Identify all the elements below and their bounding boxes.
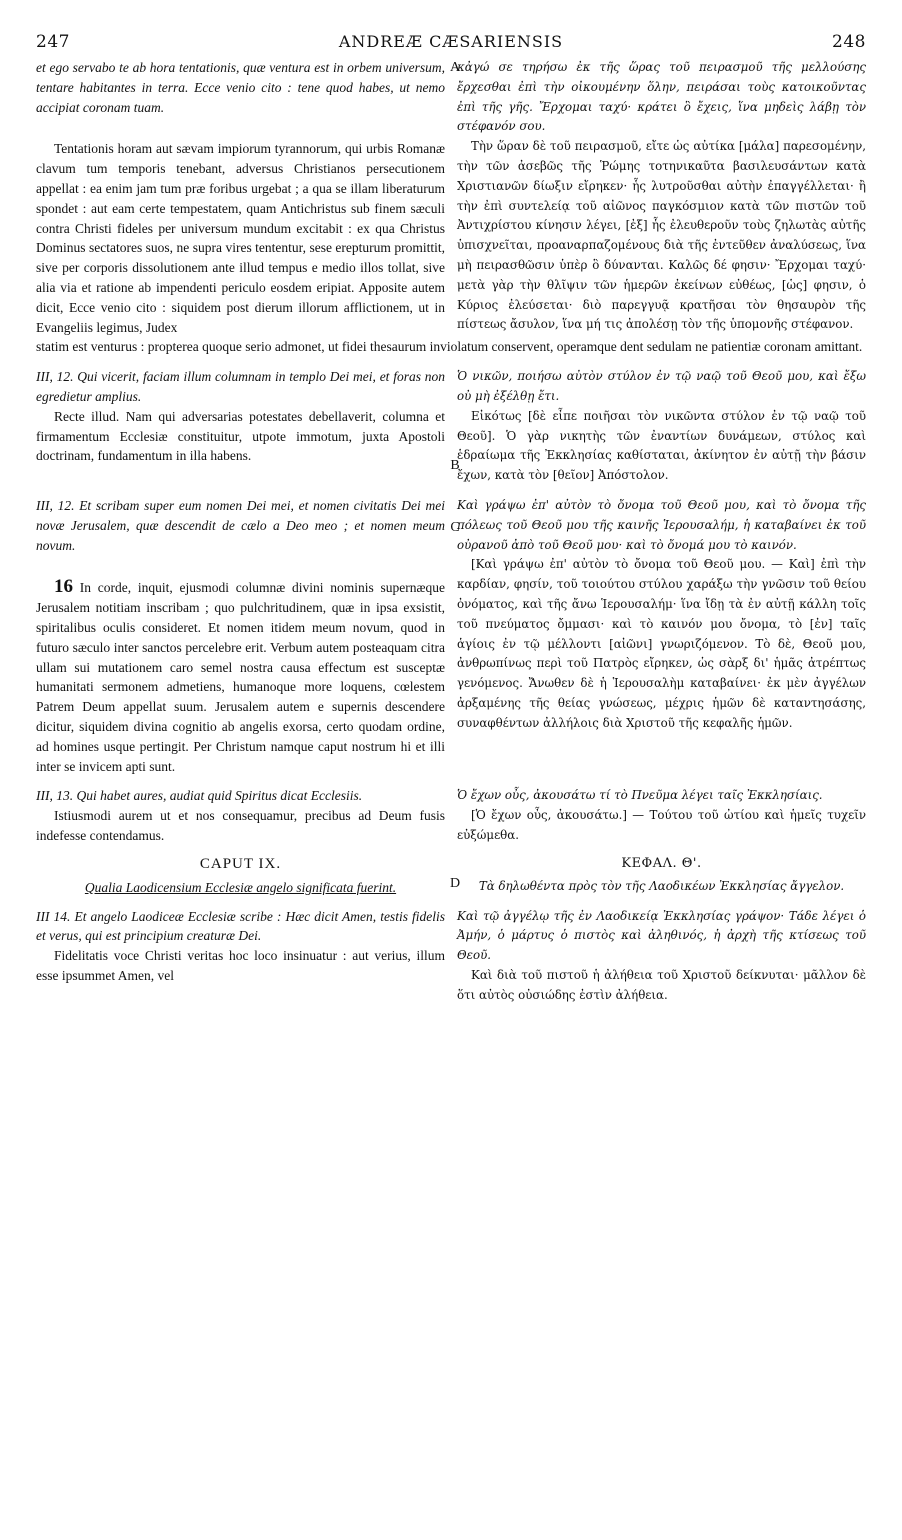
section-2 bbox=[36, 367, 866, 486]
greek-column bbox=[451, 496, 866, 776]
greek-commentary: [Ὁ ἔχων οὖς, ἀκουσάτω.] — Τούτου τοῦ ὠτίου καὶ ἡμεῖς τυχεῖν εὐξώμεθα. bbox=[457, 808, 866, 842]
latin-column bbox=[36, 58, 451, 337]
page-header bbox=[36, 32, 866, 54]
running-title: ANDREÆ CÆSARIENSIS bbox=[338, 32, 564, 51]
latin-column bbox=[36, 786, 451, 845]
latin-column bbox=[36, 367, 451, 486]
greek-commentary: Καὶ διὰ τοῦ πιστοῦ ἡ ἀλήθεια τοῦ Χριστοῦ δείκνυται· μᾶλλον δὲ ὅτι αὐτὸς οὐσιώδης ἐστὶν ἀλήθεια. bbox=[457, 968, 866, 1002]
greek-column bbox=[451, 58, 866, 337]
greek-column bbox=[451, 786, 866, 845]
latin-commentary: Istiusmodi aurem ut et nos consequamur, precibus ad Deum fusis indefesse contendamus. bbox=[36, 808, 445, 843]
greek-lemma: Καὶ γράψω ἐπ' αὐτὸν τὸ ὄνομα τοῦ Θεοῦ μου, καὶ τὸ ὄνομα τῆς πόλεως τοῦ Θεοῦ μου τῆς καινῆς Ἱερουσαλήμ, ἡ καταβαίνει ἐκ τοῦ οὐρανοῦ ἀπὸ τοῦ Θεοῦ μου· καὶ τὸ ὄνομά μου τὸ καινόν. bbox=[457, 497, 866, 552]
left-page-number: 247 bbox=[36, 32, 70, 52]
margin-marker-a: A bbox=[449, 60, 461, 75]
margin-marker-c: C bbox=[450, 519, 460, 535]
latin-column bbox=[36, 907, 451, 1006]
greek-commentary: Τὴν ὥραν δὲ τοῦ πειρασμοῦ, εἴτε ὡς αὐτίκα [μάλα] παρεσομένην, τὴν τῶν ἀσεβῶς τῆς Ῥώμης τοτηνικαῦτα βασιλευσάντων κατὰ Χριστιανῶν δίωξιν εἴρηκεν· ἧς λυτροῦσθαι αὐτὴν ἐπαγγέλλεται· ἢ τὴν ἐπὶ συντελείᾳ τοῦ αἰῶνος παγκόσμιον κατὰ τῶν πιστῶν τοῦ Ἀντιχρίστου κίνησιν λέγει, [ἐξ] ἧς ἐλευθεροῦν τοὺς ζηλωτὰς αὐτῆς ὑπισχνεῖται, προαναρπαζομένους διὰ τῆς ἐντεῦθεν ἀναλύσεως, ἵνα μὴ πειρασθῶσιν ὑπὲρ ὃ δύνανται. Καλῶς δέ φησιν· Ἔρχομαι ταχύ· μετὰ γὰρ τὴν θλῖψιν τῶν ἡμερῶν ἐκείνων εὐθέως, [ὡς] φησιν, ὁ Κύριος ἐλεύσεται· διὸ παρεγγυᾷ κρατῆσαι τὸν θησαυρὸν τῆς πίστεως ἄσυλον, ἵνα μή τις ἀπολέσῃ τὸν τῆς ὑπομονῆς στέφανον. bbox=[457, 139, 866, 332]
greek-lemma: Ὁ ἔχων οὖς, ἀκουσάτω τί τὸ Πνεῦμα λέγει ταῖς Ἐκκλησίαις. bbox=[457, 788, 823, 803]
section-number: 16 bbox=[54, 576, 73, 598]
section-4 bbox=[36, 786, 866, 845]
right-page-number: 248 bbox=[832, 32, 866, 52]
latin-lemma: III, 12. Et scribam super eum nomen Dei mei, et nomen civitatis Dei mei novæ Jerusalem, quæ descendit de cælo a Deo meo ; et nomen meum novum. bbox=[36, 497, 445, 553]
chapter-subtitle-greek: Τὰ δηλωθέντα πρὸς τὸν τῆς Λαοδικέων Ἐκκλησίας ἄγγελον. bbox=[478, 878, 845, 893]
greek-lemma: κἀγώ σε τηρήσω ἐκ τῆς ὥρας τοῦ πειρασμοῦ τῆς μελλούσης ἔρχεσθαι ἐπὶ τὴν οἰκουμένην ὅλην, πειράσαι τοὺς κατοικοῦντας ἐπὶ τῆς γῆς. Ἔρχομαι ταχύ· κράτει ὃ ἔχεις, ἵνα μηδεὶς λάβῃ τὸν στέφανόν σου. bbox=[457, 60, 866, 134]
margin-marker-d: D bbox=[449, 875, 461, 891]
latin-lemma: III, 12. Qui vicerit, faciam illum columnam in templo Dei mei, et foras non egredietur amplius. bbox=[36, 369, 445, 404]
latin-lemma: III 14. Et angelo Laodiceæ Ecclesiæ scribe : Hæc dicit Amen, testis fidelis et verus, qui est principium creaturæ Dei. bbox=[36, 908, 445, 944]
greek-column bbox=[451, 367, 866, 486]
latin-commentary-continued: statim est venturus : propterea quoque serio admonet, ut fidei thesaurum inviolatum conservent, operamque dent sedulam ne patientiæ coronam amittant. bbox=[36, 339, 863, 355]
latin-commentary: 16 In corde, inquit, ejusmodi columnæ divini nominis supernæque Jerusalem notitiam inscribam ; quo pulchritudinem, quæ in ipsa exsistit, spiritalibus oculis consideret. Et nomen itidem meum novum, quod in futuro sæculo inter sanctos percelebre erit. Verbum autem posteaquam citra ullam sui mutationem caro semel nostra causa effectum est susceptæ humanitati sermonem admetiens, humanoque more loquens, cœlestem Patrem Deum appellat suum. Jerusalem autem e supernis descendere dicitur, siquidem divina cognitio ab angelis exorsa, certo quodam ordine, ad homines usque pertingit. Per Christum namque caput nostrum hi et illi inter se invicem apti sunt. bbox=[36, 576, 445, 774]
greek-lemma: Ὁ νικῶν, ποιήσω αὐτὸν στύλον ἐν τῷ ναῷ τοῦ Θεοῦ μου, καὶ ἔξω οὐ μὴ ἐξέλθῃ ἔτι. bbox=[457, 369, 866, 403]
section-5 bbox=[36, 907, 866, 1006]
latin-lemma: et ego servabo te ab hora tentationis, quæ ventura est in orbem universum, tentare habitantes in terra. Ecce venio cito : tene quod habes, ut nemo accipiat coronam tuam. bbox=[36, 60, 445, 115]
chapter-subtitle-latin: Qualia Laodicensium Ecclesiæ angelo significata fuerint. bbox=[84, 879, 397, 895]
margin-marker-b: B bbox=[450, 458, 460, 473]
greek-column bbox=[451, 907, 866, 1006]
latin-column bbox=[36, 496, 451, 776]
latin-commentary: Fidelitatis voce Christi veritas hoc loco insinuatur : aut verius, illum esse ipsummet Amen, vel bbox=[36, 948, 445, 984]
latin-commentary: Recte illud. Nam qui adversarias potestates debellaverit, columna et firmamentum Ecclesiæ constituitur, utpote immotum, juxta Apostoli doctrinam, fundamentum in illa habens. bbox=[36, 408, 445, 464]
chapter-title-latin: CAPUT IX. bbox=[199, 855, 282, 872]
latin-lemma: III, 13. Qui habet aures, audiat quid Spiritus dicat Ecclesiis. bbox=[36, 788, 363, 804]
greek-commentary: [Καὶ γράψω ἐπ' αὐτὸν τὸ ὄνομα τοῦ Θεοῦ μου. — Καὶ] ἐπὶ τὴν καρδίαν, φησίν, τοῦ τοιούτου στύλου χαράξω τὴν γνῶσιν τοῦ θείου ὀνόματος, καὶ τῆς ἄνω Ἱερουσαλήμ· ἵνα ἴδῃ τὰ ἐν αὐτῇ κάλλη τοῖς τοῦ πνεύματος ὄμμασι· καὶ τὸ καινόν μου ὄνομα, τὸ [ἐν] ταῖς ἁγίοις ἐν τῷ μέλλοντι [αἰῶνι] γνωριζόμενον. Τὸ δὲ, Θεοῦ μου, ἀνθρωπίνως περὶ τοῦ Πατρὸς εἴρηκεν, ὡς σὰρξ δι' ἡμᾶς ἀτρέπτως γενόμενος. Ἄνωθεν δὲ ἡ Ἱερουσαλὴμ καταβαίνει· ἐκ μὲν ἀγγέλων ἀρξαμένης τῆς θείας γνώσεως, μέχρις ἡμῶν δὲ καταντησάσης, συναφθέντων ἀλλήλοις διὰ Χριστοῦ τῆς κεφαλῆς ἡμῶν. bbox=[457, 557, 866, 730]
greek-lemma: Καὶ τῷ ἀγγέλῳ τῆς ἐν Λαοδικείᾳ Ἐκκλησίας γράψον· Τάδε λέγει ὁ Ἀμήν, ὁ μάρτυς ὁ πιστὸς καὶ ἀληθινός, ἡ ἀρχὴ τῆς κτίσεως τοῦ Θεοῦ. bbox=[457, 908, 866, 963]
chapter-title-greek: ΚΕΦΑΛ. Θ'. bbox=[621, 855, 702, 871]
greek-commentary: Εἰκότως [δὲ εἶπε ποιῆσαι τὸν νικῶντα στύλον ἐν τῷ ναῷ τοῦ Θεοῦ]. Ὁ γὰρ νικητὴς τῶν ἐναντίων δυνάμεων, στύλος καὶ ἑδραίωμα τῆς Ἐκκλησίας καθίσταται, ἀκίνητον ἐν αὐτῇ τὴν βάσιν ἔχων, κατὰ τὸν [θεῖον] Ἀπόστολον. bbox=[457, 408, 866, 483]
latin-commentary: Tentationis horam aut sævam impiorum tyrannorum, qui urbis Romanæ clavum tum temporis tenebant, adversus Christianos persecutionem appellat : ea enim jam tum præ foribus urgebat ; a qua se illam liberaturum spondet : aut eam certe tempestatem, quam Antichristus sub finem sæculi contra Christi fideles per universum mundum excitabit : ex qua Christus Dominus sectatores suos, ne supra vires tententur, sese erepturum promittit, sive per corporis dissolutionem ante illud tempus e medio illos tollat, sive alia via et ratione ab impendenti periculo eosdem eripiat. Apposite autem dicit, Ecce venio cito : siquidem post dierum illorum afflictionem, ut in Evangeliis legimus, Judex bbox=[36, 141, 445, 335]
chapter-heading bbox=[36, 856, 866, 897]
book-page bbox=[36, 32, 866, 1522]
